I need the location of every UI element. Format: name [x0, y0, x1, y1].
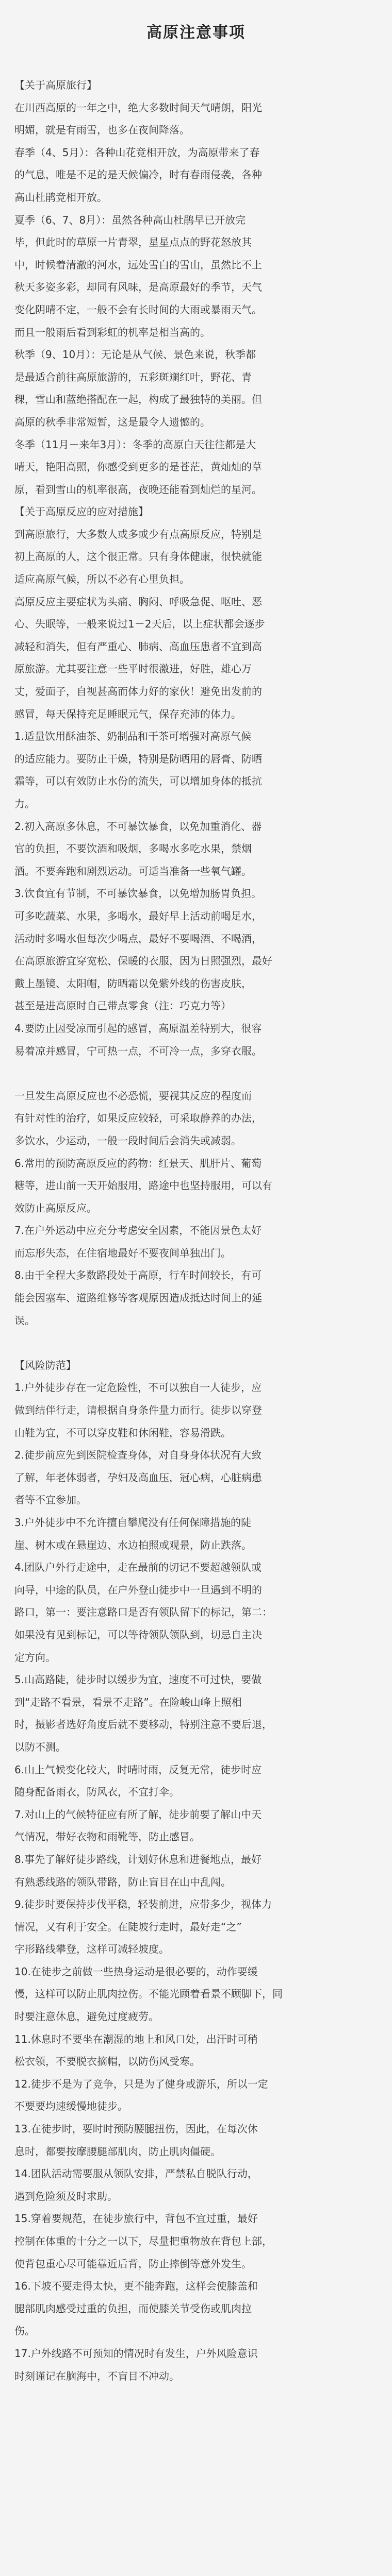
- text-line: 使背包重心尽可能靠近后背，防止摔倒等意外发生。: [14, 2257, 252, 2270]
- text-line: 在高原旅游宜穿宽松、保暖的衣服，因为日照强烈，最好: [14, 955, 272, 968]
- text-line: 6.山上气候变化较大，时晴时雨，反复无常，徒步时应: [14, 1763, 262, 1776]
- text-line: 中，时候着清澈的河水，远处雪白的雪山，虽然比不上: [14, 258, 262, 271]
- text-line: 有针对性的治疗，如果反应较轻，可采取静养的办法，: [14, 1112, 262, 1125]
- text-line: 14.团队活动需要服从领队安排，严禁私自脱队行动，: [14, 2167, 258, 2180]
- text-line: 9.徒步时要保持步伐平稳，轻装前进，应带多少，视体力: [14, 1898, 272, 1911]
- text-line: 而且一般雨后看到彩虹的机率是相当高的。: [14, 326, 210, 338]
- text-line: 【关于高原反应的应对措施】: [14, 505, 149, 518]
- text-line: 8.由于全程大多数路段处于高原，行车时间较长，有可: [14, 1269, 262, 1282]
- text-line: 高原的秋季非常短暂，这是最令人遗憾的。: [14, 415, 210, 428]
- text-line: 3.户外徒步中不允许擅自攀爬没有任何保障措施的陡: [14, 1516, 252, 1529]
- text-line: 腿部肌肉感受过重的负担，而使膝关节受伤或肌肉拉: [14, 2302, 252, 2315]
- text-line: 有熟悉线路的领队带路，防止盲目在山中乱闯。: [14, 1875, 231, 1888]
- text-line: 霜等，可以有效防止水份的流失，可以增加身体的抵抗: [14, 775, 262, 788]
- text-line: 以防不测。: [14, 1740, 66, 1753]
- text-line: 7.对山上的气候特征应有所了解，徒步前要了解山中天: [14, 1808, 262, 1821]
- blank-line: [14, 1062, 378, 1085]
- text-line: 活动时多喝水但每次少喝点，最好不要喝酒、不喝酒，: [14, 932, 262, 945]
- text-line: 11.休息时不要坐在潮湿的地上和风口处，出汗时可稍: [14, 2032, 258, 2045]
- text-line: 了解，年老体弱者，孕妇及高血压，冠心病，心脏病患: [14, 1471, 262, 1484]
- text-line: 4.要防止因受凉而引起的感冒，高原温差特别大，很容: [14, 1022, 262, 1035]
- text-line: 晴天，艳阳高照，你感受到更多的是苍茫，黄灿灿的草: [14, 461, 262, 473]
- text-line: 毕，但此时的草原一片青翠，星星点点的野花怒放其: [14, 236, 252, 249]
- text-line: 松衣领，不要脱衣摘帽，以防伤风受寒。: [14, 2055, 200, 2068]
- text-line: 【关于高原旅行】: [14, 79, 97, 91]
- text-line: 12.徒步不是为了竞争，只是为了健身或游乐，所以一定: [14, 2077, 268, 2090]
- text-line: 6.常用的预防高原反应的药物：红景天、肌肝片、葡萄: [14, 1157, 262, 1170]
- text-line: 4.团队户外行走途中，走在最前的切记不要超越领队或: [14, 1561, 262, 1574]
- text-line: 息时，都要按摩腰腿部肌肉，防止肌肉僵硬。: [14, 2145, 221, 2158]
- text-line: 能会因塞车、道路维修等客观原因造成抵达时间上的延: [14, 1292, 262, 1304]
- text-line: 7.在户外运动中应充分考虑安全因素，不能因景色太好: [14, 1224, 262, 1237]
- text-line: 17.户外线路不可预知的情况时有发生，户外风险意识: [14, 2347, 258, 2360]
- text-line: 如果没有见到标记，可以等待领队领队到，切忌自主决: [14, 1628, 262, 1641]
- article-body: [14, 74, 378, 2387]
- text-line: 糖等，进山前一天开始服用，路途中也坚持服用，可以有: [14, 1179, 272, 1192]
- text-line: 多饮水，少运动，一般一段时间后会消失或减弱。: [14, 1134, 241, 1147]
- text-line: 3.饮食宜有节制，不可暴饮暴食，以免增加肠胃负担。: [14, 887, 262, 900]
- text-line: 做到结伴行走，请根据自身条件量力而行。徒步以穿登: [14, 1404, 262, 1417]
- text-line: 遇到危险须及时求助。: [14, 2190, 118, 2202]
- text-line: 是最适合前往高原旅游的，五彩斑斓红叶，野花、青: [14, 370, 252, 383]
- text-line: 变化阴晴不定，一般不会有长时间的大雨或暴雨天气。: [14, 303, 262, 316]
- text-line: 的适应能力。要防止干燥，特别是防晒用的唇膏、防晒: [14, 752, 262, 765]
- text-line: 崖、树木或在悬崖边、水边拍照或观景，防止跌落。: [14, 1538, 252, 1551]
- text-line: 到“走路不看景，看景不走路”。在险峻山峰上照相: [14, 1696, 242, 1708]
- text-line: 的气息，唯是不足的是天候偏冷，时有春雨侵袭，各种: [14, 168, 262, 181]
- text-line: 效防止高原反应。: [14, 1201, 97, 1214]
- text-line: 心、失眠等，一般来说过1－2天后，以上症状都会逐步: [14, 618, 265, 631]
- text-line: 10.在徒步之前做一些热身运动是很必要的，动作要缓: [14, 1965, 258, 1978]
- text-line: 明媚，就是有雨雪，也多在夜间降落。: [14, 124, 190, 137]
- text-line: 1.户外徒步存在一定危险性，不可以独自一人徒步，应: [14, 1381, 262, 1394]
- text-line: 原，看到雪山的机率很高，夜晚还能看到灿烂的星河。: [14, 483, 262, 496]
- text-line: 气情况，带好衣物和雨靴等，防止感冒。: [14, 1831, 200, 1843]
- text-line: 官的负担，不要饮酒和吸烟，多喝水多吃水果，禁烟: [14, 842, 252, 855]
- text-line: 高山杜鹃竞相开放。: [14, 191, 107, 204]
- text-line: 5.山高路陡，徒步时以缓步为宜，速度不可过快，要做: [14, 1673, 262, 1686]
- text-line: 稞，雪山和蓝绝搭配在一起，构成了最独特的美丽。但: [14, 393, 262, 406]
- text-line: 8.事先了解好徒步路线，计划好休息和进餐地点，最好: [14, 1853, 262, 1866]
- text-line: 2.初入高原多休息，不可暴饮暴食，以免加重消化、器: [14, 820, 262, 833]
- text-line: 秋季（9、10月）：无论是从气候、景色来说，秋季都: [14, 348, 256, 361]
- text-line: 山鞋为宜，不可以穿皮鞋和休闲鞋，容易滑跌。: [14, 1426, 231, 1439]
- text-line: 力。: [14, 798, 35, 810]
- text-line: 控制在体重的十分之一以下，尽量把重物放在背包上部，: [14, 2235, 272, 2247]
- text-line: 到高原旅行，大多数人或多或少有点高原反应，特别是: [14, 528, 262, 540]
- text-line: 秋天多姿多彩，却同有风味，是高原最好的季节，天气: [14, 281, 262, 294]
- text-line: 1.适量饮用酥油茶、奶制品和干茶可增强对高原气候: [14, 730, 252, 743]
- text-line: 慢，这样可以防止肌肉拉伤。不能光顾着看景不顾脚下，同: [14, 1988, 283, 2001]
- text-line: 字形路线攀登，这样可减轻坡度。: [14, 1943, 169, 1956]
- text-line: 2.徒步前应先到医院检查身体，对自身身体状况有大致: [14, 1449, 262, 1462]
- text-line: 酒。不要奔跑和剧烈运动。可适当准备一些氧气罐。: [14, 865, 252, 877]
- text-line: 路口，第一：要注意路口是否有领队留下的标记，第二：: [14, 1606, 272, 1619]
- text-line: 误。: [14, 1314, 35, 1327]
- text-line: 定方向。: [14, 1651, 56, 1664]
- text-line: 15.穿着要规范，在徒步旅行中，背包不宜过重，最好: [14, 2212, 258, 2225]
- text-line: 而忘形失态，在住宿地最好不要夜间单独出门。: [14, 1246, 231, 1259]
- text-line: 者等不宜参加。: [14, 1494, 87, 1506]
- text-line: 可多吃蔬菜、水果，多喝水，最好早上活动前喝足水，: [14, 909, 262, 922]
- text-line: 【风险防范】: [14, 1359, 76, 1371]
- blank-line: [14, 1332, 378, 1354]
- text-line: 不要要均速缓慢地徒步。: [14, 2100, 128, 2113]
- text-line: 情况，又有利于安全。在陡坡行走时，最好走“之”: [14, 1920, 242, 1933]
- text-line: 戴上墨镜、太阳帽，防晒霜以免紫外线的伤害皮肤，: [14, 977, 252, 990]
- text-line: 减轻和消失，但有严重心、肺病、高血压患者不宜到高: [14, 640, 262, 653]
- text-line: 在川西高原的一年之中，绝大多数时间天气晴朗，阳光: [14, 101, 262, 114]
- text-line: 适应高原气候，所以不必有心里负担。: [14, 573, 190, 586]
- text-line: 时要注意休息，避免过度疲劳。: [14, 2010, 159, 2023]
- text-line: 时刻谨记在脑海中，不盲目不冲动。: [14, 2369, 179, 2382]
- text-line: 13.在徒步时，要时时预防腰腿扭伤，因此，在每次休: [14, 2123, 258, 2136]
- text-line: 感冒，每天保持充足睡眠元气，保存充沛的体力。: [14, 707, 241, 720]
- text-line: 一旦发生高原反应也不必恐慌，要视其反应的程度而: [14, 1089, 252, 1102]
- text-line: 丈，爱面子，自视甚高而体力好的家伙！避免出发前的: [14, 685, 262, 698]
- text-line: 春季（4、5月）：各种山花竞相开放，为高原带来了春: [14, 146, 260, 159]
- text-line: 冬季（11月－来年3月）：冬季的高原白天往往都是大: [14, 438, 256, 451]
- text-line: 初上高原的人，这个很正常。只有身体健康，很快就能: [14, 550, 262, 563]
- text-line: 甚至是进高原时自己带点零食（注：巧克力等）: [14, 999, 231, 1012]
- text-line: 时，摄影者选好角度后就不要移动，特别注意不要后退，: [14, 1718, 272, 1731]
- page-title: 高原注意事项: [146, 24, 246, 42]
- text-line: 伤。: [14, 2325, 35, 2337]
- text-line: 16.下坡不要走得太快，更不能奔跑，这样会使膝盖和: [14, 2280, 258, 2293]
- text-line: 夏季（6、7、8月）：虽然各种高山杜鹃早已开放完: [14, 213, 246, 226]
- text-line: 高原反应主要症状为头痛、胸闷、呼吸急促、呕吐、恶: [14, 595, 262, 608]
- text-line: 易着凉并感冒，宁可热一点，不可冷一点，多穿衣服。: [14, 1044, 262, 1057]
- text-line: 原旅游。尤其要注意一些平时很激进，好胜，雄心万: [14, 663, 252, 675]
- text-line: 向导，中途的队员，在户外登山徒步中一旦遇到不明的: [14, 1583, 262, 1596]
- text-line: 随身配备雨衣，防风衣，不宜打伞。: [14, 1786, 179, 1799]
